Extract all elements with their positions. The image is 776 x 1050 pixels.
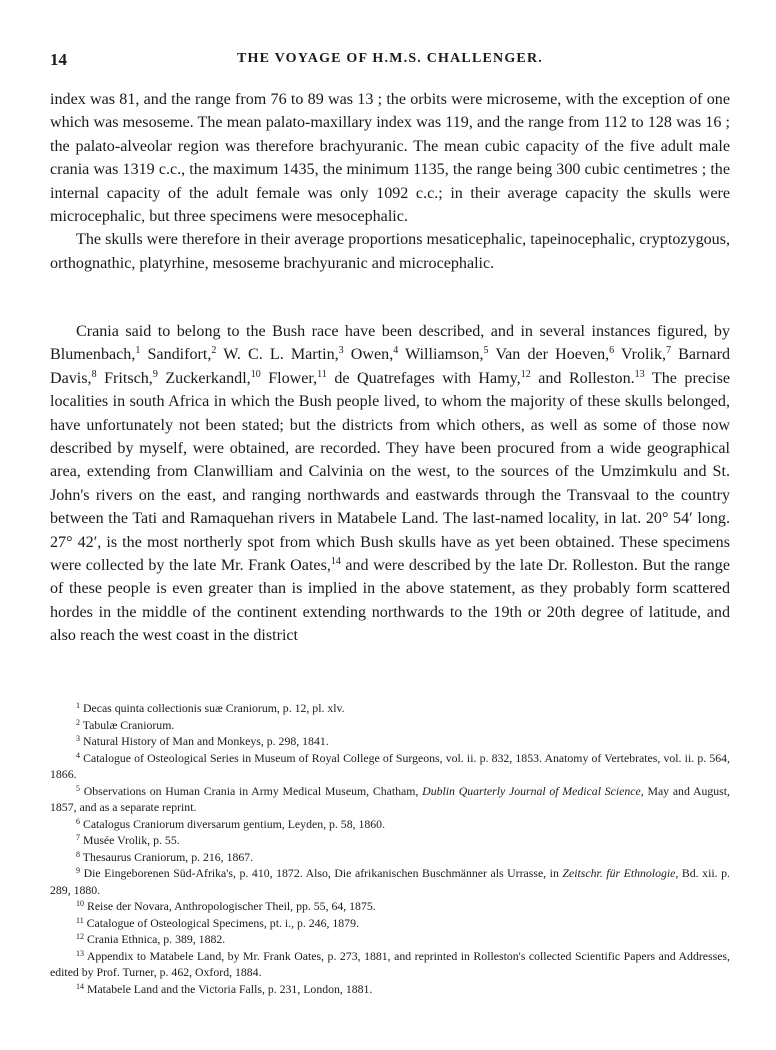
footnote-text: Decas quinta collectionis suæ Craniorum, p. 12, pl. xlv. [82, 701, 345, 715]
footnote [50, 717, 730, 734]
footnote-text: Catalogus Craniorum diversarum gentium, Leyden, p. 58, 1860. [82, 816, 386, 831]
text-segment: W. C. L. Martin, [216, 346, 339, 364]
footnote-mark: 7 [76, 833, 80, 842]
paragraph-continuation: index was 81, and the range from 76 to 89 was 13 ; the orbits were microseme, with the exception of one which was mesoseme. The mean palato-maxillary index was 119, and the range from 112 to 128 was 16 ; the palato-alveolar region was therefore brachyuranic. The mean cubic capacity of the five adult male crania was 1319 c.c., the maximum 1435, the minimum 1135, the range being 300 cubic centimetres ; the internal capacity of the adult female was only 1092 c.c.; in their average capacity the skulls were microcephalic, but three specimens were mesocephalic. [50, 91, 730, 226]
text-segment: The precise localities in south Africa in which the Bush people lived, to whom the majority of these skulls belonged, have unfortunately not been stated; but the districts from which others, as well as some of those now described by myself, were obtained, are recorded. They have been procured from a wide geographical area, extending from Clanwilliam and Calvinia on the west, to the sources of the Umzimkulu and St. John's rivers on the east, and ranging northwards and eastwards through the Transvaal to the country between the Tati and Ramaquehan rivers in Matabele Land. The last-named locality, in lat. 20° 54′ long. 27° 42′, is the most northerly spot from which Bush skulls have as yet been obtained. These specimens were collected by the late Mr. Frank Oates, [50, 369, 730, 575]
text-segment: Zuckerkandl, [157, 369, 251, 387]
footnote-mark: 4 [76, 750, 80, 760]
footnote-mark: 9 [76, 866, 80, 875]
footnote-mark: 13 [76, 948, 84, 958]
footnote [50, 816, 730, 833]
footnote-text: Crania Ethnica, p. 389, 1882. [86, 932, 226, 946]
footnote-text: Tabulæ Craniorum. [82, 717, 175, 732]
footnote-ref[interactable]: 2 [211, 345, 217, 357]
text-segment: Flower, [260, 369, 318, 387]
footnote [50, 981, 730, 998]
journal-title: Dublin Quarterly Journal of Medical Science, [422, 783, 644, 798]
footnote-mark: 1 [76, 701, 80, 710]
footnote-ref[interactable]: 10 [250, 368, 261, 380]
text-segment: Crania said to belong to the Bush race have been described, and in several instances figured, by Blumenbach, [50, 323, 730, 364]
footnote-mark: 5 [76, 783, 80, 793]
footnotes [50, 700, 730, 997]
footnote-ref[interactable]: 14 [330, 556, 341, 568]
text-segment: Vrolik, [614, 346, 667, 364]
text-segment: Van der Hoeven, [488, 346, 610, 364]
footnote [50, 783, 730, 816]
footnote-mark: 12 [76, 932, 84, 941]
text-segment: Williamson, [398, 346, 484, 364]
footnote-ref[interactable]: 9 [152, 368, 158, 380]
footnote-mark: 11 [76, 915, 84, 925]
footnote-mark: 2 [76, 717, 80, 727]
footnote-text: Catalogue of Osteological Series in Museum of Royal College of Surgeons, vol. ii. p. 832, 1853. Anatomy of Vertebrates, vol. ii. p. 564, 1866. [50, 750, 730, 781]
footnote-ref[interactable]: 5 [483, 345, 489, 357]
footnote-text: Bd. xii. p. 289, 1880. [50, 866, 730, 897]
text-segment: Fritsch, [96, 369, 153, 387]
footnote [50, 898, 730, 915]
footnote-text: Reise der Novara, Anthropologischer Theil, pp. 55, 64, 1875. [86, 899, 376, 913]
footnote-text: Natural History of Man and Monkeys, p. 298, 1841. [82, 734, 329, 748]
footnote-text: Appendix to Matabele Land, by Mr. Frank Oates, p. 273, 1881, and reprinted in Rolleston's collected Scientific Papers and Addresses, edited by Prof. Turner, p. 462, Oxford, 1884. [50, 948, 730, 979]
footnote-mark: 6 [76, 816, 80, 826]
footnote [50, 700, 730, 717]
text-segment: de Quatrefages with Hamy, [326, 369, 521, 387]
footnote-ref[interactable]: 6 [609, 345, 615, 357]
text-segment: Sandifort, [140, 346, 212, 364]
footnote-text: Matabele Land and the Victoria Falls, p. 231, London, 1881. [86, 981, 373, 996]
footnote-text: May and August, 1857, and as a separate reprint. [50, 783, 730, 814]
footnote [50, 849, 730, 866]
running-title: THE VOYAGE OF H.M.S. CHALLENGER. [237, 51, 543, 66]
body-text-bush-crania [50, 320, 730, 648]
text-segment: and were described by the late Dr. Rolleston. But the range of these people is even greater than is implied in the above statement, as they probably form scattered hordes in the middle of the continent extending northwards to the 19th or 20th degree of latitude, and also reach the west coast in the district [50, 557, 731, 645]
footnote-text: Die Eingeborenen Süd-Afrika's, p. 410, 1872. Also, Die afrikanischen Buschmänner als Urrasse, in [83, 866, 563, 880]
footnote [50, 865, 730, 898]
footnote [50, 832, 730, 849]
footnote-ref[interactable]: 13 [634, 368, 645, 380]
footnote [50, 948, 730, 981]
footnote-mark: 10 [76, 899, 84, 908]
footnote-text: Catalogue of Osteological Specimens, pt. i., p. 246, 1879. [86, 915, 359, 930]
footnote-ref[interactable]: 3 [338, 345, 344, 357]
footnote-ref[interactable]: 4 [393, 345, 399, 357]
footnote-mark: 3 [76, 734, 80, 743]
paragraph-summary: The skulls were therefore in their average proportions mesaticephalic, tapeinocephalic, cryptozygous, orthognathic, platyrhine, mesoseme brachyuranic and microcephalic. [50, 231, 730, 272]
footnote [50, 750, 730, 783]
footnote-mark: 14 [76, 981, 84, 991]
page-number: 14 [50, 50, 67, 69]
paragraph-bush-crania [50, 320, 730, 648]
journal-title: Zeitschr. für Ethnologie, [562, 866, 679, 880]
footnote [50, 915, 730, 932]
footnote-ref[interactable]: 1 [135, 345, 141, 357]
body-text-top [50, 88, 730, 275]
footnote-ref[interactable]: 11 [317, 368, 327, 380]
footnote-text: Observations on Human Crania in Army Medical Museum, Chatham, [83, 783, 423, 798]
text-segment: and Rolleston. [530, 369, 635, 387]
footnote [50, 733, 730, 750]
footnote-ref[interactable]: 8 [91, 368, 97, 380]
footnote-ref[interactable]: 7 [666, 345, 672, 357]
footnote-text: Thesaurus Craniorum, p. 216, 1867. [82, 849, 254, 864]
footnote-mark: 8 [76, 849, 80, 859]
text-segment: Barnard Davis, [50, 346, 730, 387]
text-segment: Owen, [343, 346, 394, 364]
footnote-text: Musée Vrolik, p. 55. [82, 833, 180, 847]
page-header [50, 50, 730, 72]
footnote-ref[interactable]: 12 [520, 368, 531, 380]
footnote [50, 931, 730, 948]
